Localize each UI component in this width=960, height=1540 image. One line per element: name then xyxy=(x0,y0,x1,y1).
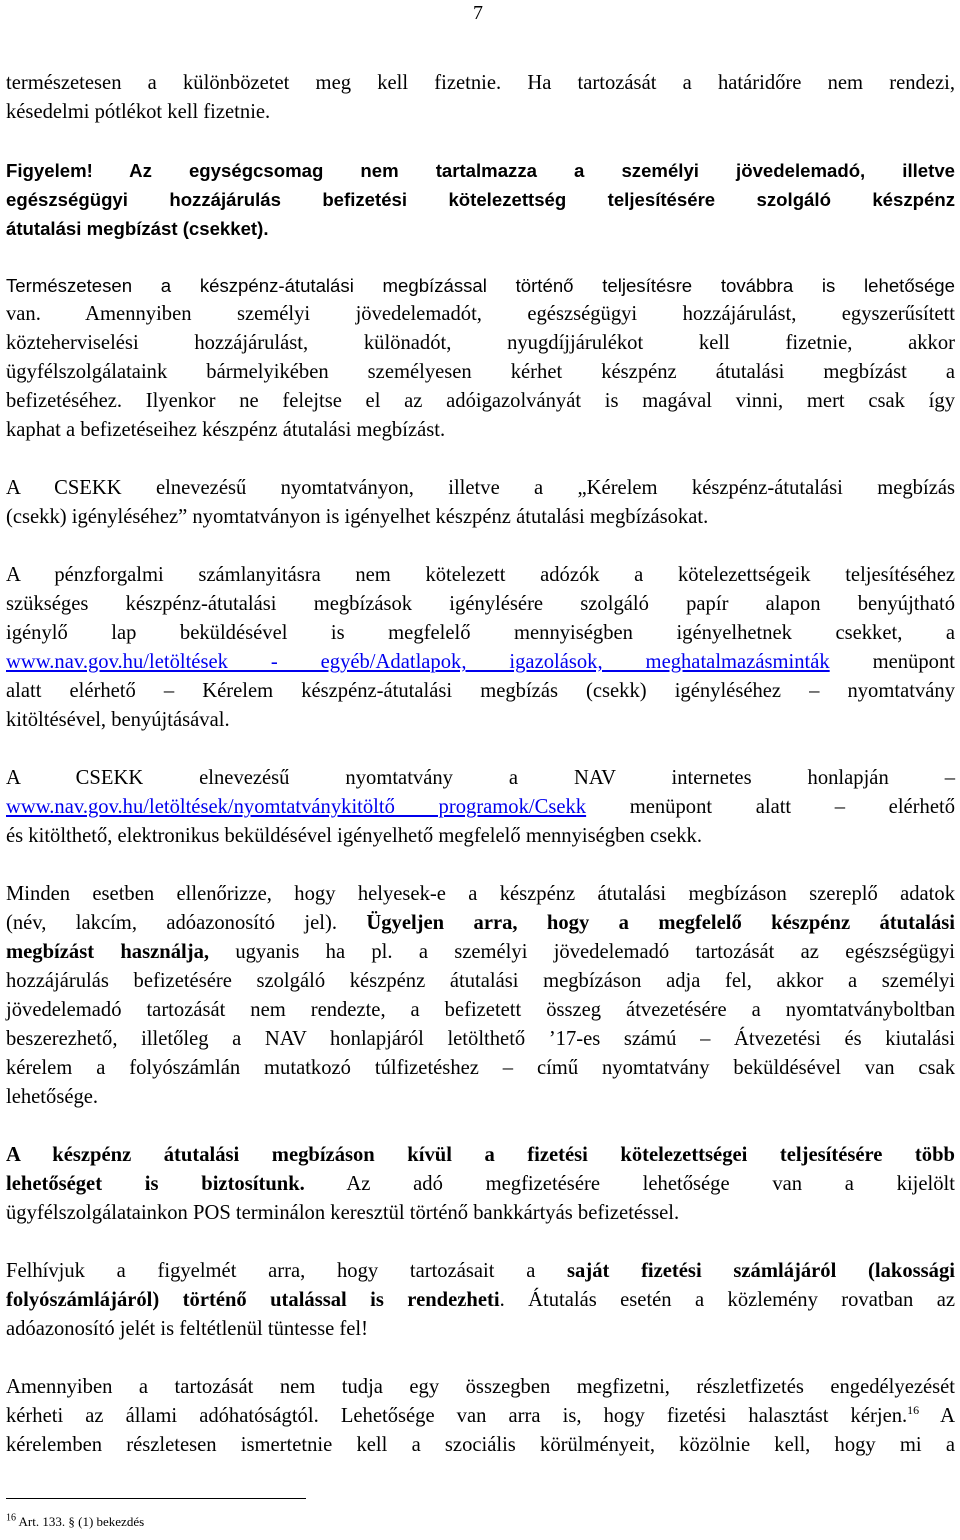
text-fragment: menüpont alatt – elérhető xyxy=(586,796,955,818)
text-fragment: Felhívjuk a figyelmét arra, hogy tartozásait a xyxy=(6,1260,568,1282)
text-line: adóazonosító jelét is feltétlenül tüntesse fel! xyxy=(6,1318,368,1340)
text-line xyxy=(6,1286,955,1315)
text-line: Természetesen a készpénz-átutalási megbízással történő teljesítésre továbbra is lehetősége xyxy=(6,275,955,296)
text-fragment: kérheti az állami adóhatóságtól. Lehetősége van arra is, hogy fizetési halasztást kérjen. xyxy=(6,1405,908,1427)
text-line: lehetősége. xyxy=(6,1086,99,1108)
paragraph-1 xyxy=(6,69,955,127)
footnote-reference[interactable]: 16 xyxy=(907,1403,920,1418)
text-line: átutalási megbízást (csekket). xyxy=(6,218,269,239)
text-line: igénylő lap beküldésével is megfelelő mennyiségben igényelhetnek csekket, a xyxy=(6,622,955,644)
paragraph-7 xyxy=(6,880,955,1112)
text-line: hozzájárulás befizetésére szolgáló készpénz átutalási megbízáson adja fel, akkor a személyi xyxy=(6,970,955,992)
paragraph-10 xyxy=(6,1373,955,1460)
text-line: szükséges készpénz-átutalási megbízások igénylésére szolgáló papír alapon benyújtható xyxy=(6,593,955,615)
paragraph-6 xyxy=(6,764,955,851)
text-line: egészségügyi hozzájárulás befizetési kötelezettség teljesítésére szolgáló készpénz xyxy=(6,189,955,210)
paragraph-3-cont xyxy=(6,300,955,445)
text-line: késedelmi pótlékot kell fizetnie. xyxy=(6,101,271,123)
text-fragment: menüpont xyxy=(829,651,955,673)
emphasis-text: megbízást használja, xyxy=(6,941,210,963)
text-line xyxy=(6,938,955,967)
text-line: Minden esetben ellenőrizze, hogy helyesek-e a készpénz átutalási megbízáson szereplő adatok xyxy=(6,883,955,905)
page-number: 7 xyxy=(473,2,483,24)
text-line: A CSEKK elnevezésű nyomtatvány a NAV internetes honlapján – xyxy=(6,767,955,789)
emphasis-text: lehetőséget is biztosítunk. xyxy=(6,1173,305,1195)
text-line: kérelem a folyószámlán mutatkozó túlfizetéshez – című nyomtatvány beküldésével van csak xyxy=(6,1057,955,1079)
text-line xyxy=(6,909,955,938)
emphasis-text: Ügyeljen arra, hogy a megfelelő készpénz átutalási xyxy=(366,912,955,934)
footnote-divider xyxy=(6,1498,306,1499)
emphasis-text: saját fizetési számlájáról (lakossági xyxy=(567,1260,955,1282)
text-line: természetesen a különbözetet meg kell fizetnie. Ha tartozását a határidőre nem rendezi, xyxy=(6,72,955,94)
text-line: jövedelemadó tartozását nem rendezte, a befizetett összeg átvezetésére a nyomtatványboltban xyxy=(6,999,955,1021)
paragraph-5 xyxy=(6,561,955,735)
text-fragment: A xyxy=(919,1405,955,1427)
paragraph-4 xyxy=(6,474,955,532)
nav-adatlapok-link[interactable]: www.nav.gov.hu/letöltések - egyéb/Adatlapok, igazolások, meghatalmazásminták xyxy=(6,651,830,673)
footnote-number: 16 xyxy=(6,1512,16,1524)
nav-csekk-link[interactable]: www.nav.gov.hu/letöltések/nyomtatványkitöltő programok/Csekk xyxy=(6,796,587,818)
text-line: (csekk) igényléséhez” nyomtatványon is igényelhet készpénz átutalási megbízásokat. xyxy=(6,506,709,528)
text-fragment: (név, lakcím, adóazonosító jel). xyxy=(6,912,367,934)
text-line: közteherviselési hozzájárulást, különadót, nyugdíjjárulékot kell fizetnie, akkor xyxy=(6,332,955,354)
paragraph-3 xyxy=(6,271,955,300)
text-line: és kitölthető, elektronikus beküldésével igényelhető megfelelő mennyiségben csekk. xyxy=(6,825,702,847)
text-line: beszerezhető, illetőleg a NAV honlapjáról letölthető ’17-es számú – Átvezetési és kiutalási xyxy=(6,1028,955,1050)
text-line: kérelemben részletesen ismertetnie kell a szociális körülményeit, közölnie kell, hogy mi a xyxy=(6,1434,955,1456)
text-line xyxy=(6,1257,955,1286)
paragraph-8 xyxy=(6,1141,955,1228)
text-line: ügyfélszolgálatainkon POS terminálon keresztül történő bankkártyás befizetéssel. xyxy=(6,1202,680,1224)
text-line: kitöltésével, benyújtásával. xyxy=(6,709,230,731)
text-fragment: ugyanis ha pl. a személyi jövedelemadó tartozását az egészségügyi xyxy=(209,941,956,963)
text-line: Figyelem! Az egységcsomag nem tartalmazza a személyi jövedelemadó, illetve xyxy=(6,160,955,181)
text-line xyxy=(6,793,955,822)
text-line: A pénzforgalmi számlanyitásra nem kötelezett adózók a kötelezettségeik teljesítéséhez xyxy=(6,564,955,586)
text-line: ügyfélszolgálataink bármelyikében személyesen kérhet készpénz átutalási megbízást a xyxy=(6,361,955,383)
paragraph-2-notice xyxy=(6,156,955,243)
text-line: A CSEKK elnevezésű nyomtatványon, illetve a „Kérelem készpénz-átutalási megbízás xyxy=(6,477,955,499)
text-fragment: . Átutalás esetén a közlemény rovatban az xyxy=(499,1289,955,1311)
text-line xyxy=(6,1402,955,1431)
footnote-text: Art. 133. § (1) bekezdés xyxy=(16,1514,145,1529)
emphasis-text: folyószámlájáról) történő utalással is rendezheti xyxy=(6,1289,500,1311)
text-line: A készpénz átutalási megbízáson kívül a fizetési kötelezettségei teljesítésére több xyxy=(6,1144,955,1166)
text-line xyxy=(6,1170,955,1199)
text-line: alatt elérhető – Kérelem készpénz-átutalási megbízás (csekk) igényléséhez – nyomtatvány xyxy=(6,680,955,702)
text-line: van. Amennyiben személyi jövedelemadót, egészségügyi hozzájárulást, egyszerűsített xyxy=(6,303,955,325)
text-line: Amennyiben a tartozását nem tudja egy összegben megfizetni, részletfizetés engedélyezését xyxy=(6,1376,955,1398)
text-line xyxy=(6,648,955,677)
text-fragment: Az adó megfizetésére lehetősége van a kijelölt xyxy=(304,1173,955,1195)
text-line: befizetéséhez. Ilyenkor ne felejtse el az adóigazolványát is magával vinni, mert csak így xyxy=(6,390,955,412)
footnote xyxy=(6,1512,144,1532)
paragraph-9 xyxy=(6,1257,955,1344)
text-line: kaphat a befizetéseihez készpénz átutalási megbízást. xyxy=(6,419,446,441)
